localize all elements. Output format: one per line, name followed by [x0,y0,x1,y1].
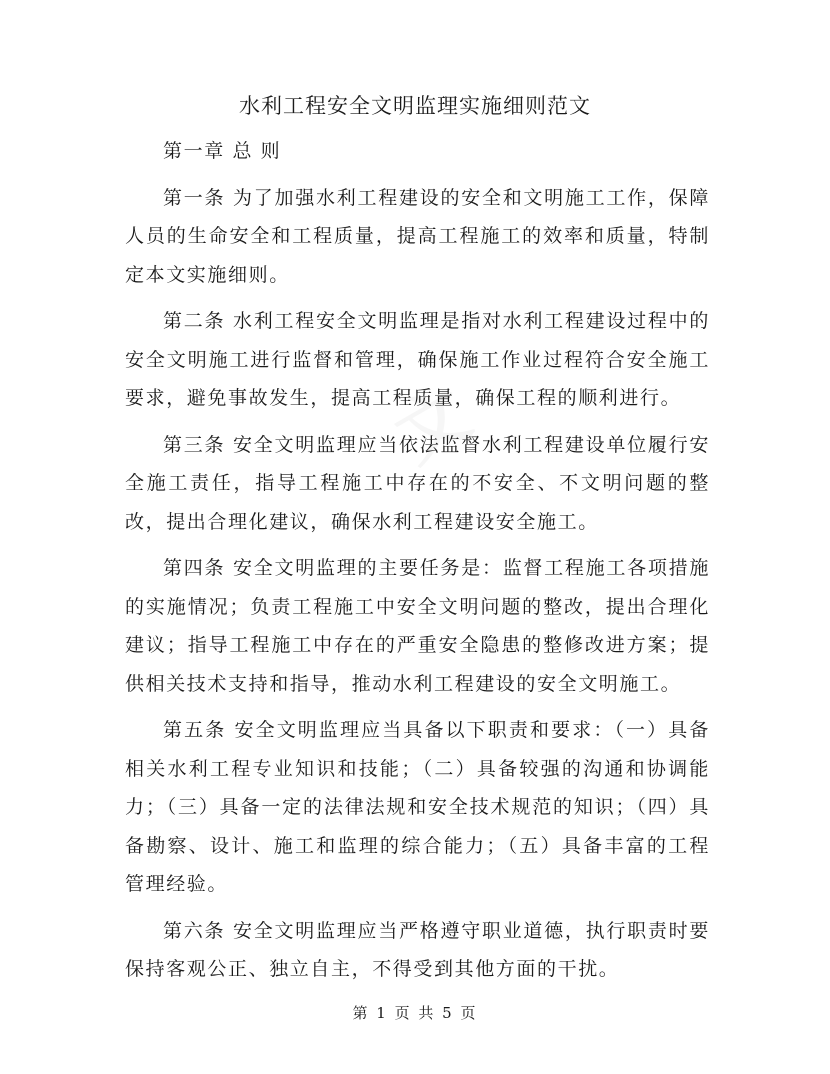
article-1: 第一条 为了加强水利工程建设的安全和文明施工工作，保障人员的生命安全和工程质量，提高工程施工的效率和质量，特制定本文实施细则。 [125,186,710,286]
article-4: 第四条 安全文明监理的主要任务是：监督工程施工各项措施的实施情况；负责工程施工中安全文明问题的整改，提出合理化建议；指导工程施工中存在的严重安全隐患的整修改进方案；提供相关技术支持和指导，推动水利工程建设的安全文明施工。 [125,557,710,695]
article-5: 第五条 安全文明监理应当具备以下职责和要求：（一）具备相关水利工程专业知识和技能；（二）具备较强的沟通和协调能力；（三）具备一定的法律法规和安全技术规范的知识；（四）具备勘察、设计、施工和监理的综合能力；（五）具备丰富的工程管理经验。 [125,719,710,895]
article-3: 第三条 安全文明监理应当依法监督水利工程建设单位履行安全施工责任，指导工程施工中存在的不安全、不文明问题的整改，提出合理化建议，确保水利工程建设安全施工。 [125,433,710,533]
article-6: 第六条 安全文明监理应当严格遵守职业道德，执行职责时要保持客观公正、独立自主，不得受到其他方面的干扰。 [125,919,710,980]
page-number: 第 1 页 共 5 页 [352,1004,478,1022]
document-body [125,132,710,997]
article-2: 第二条 水利工程安全文明监理是指对水利工程建设过程中的安全文明施工进行监督和管理，确保施工作业过程符合安全施工要求，避免事故发生，提高工程质量，确保工程的顺利进行。 [125,310,710,409]
document-title: 水利工程安全文明监理实施细则范文 [239,94,591,118]
chapter-heading: 第一章 总 则 [163,140,282,162]
